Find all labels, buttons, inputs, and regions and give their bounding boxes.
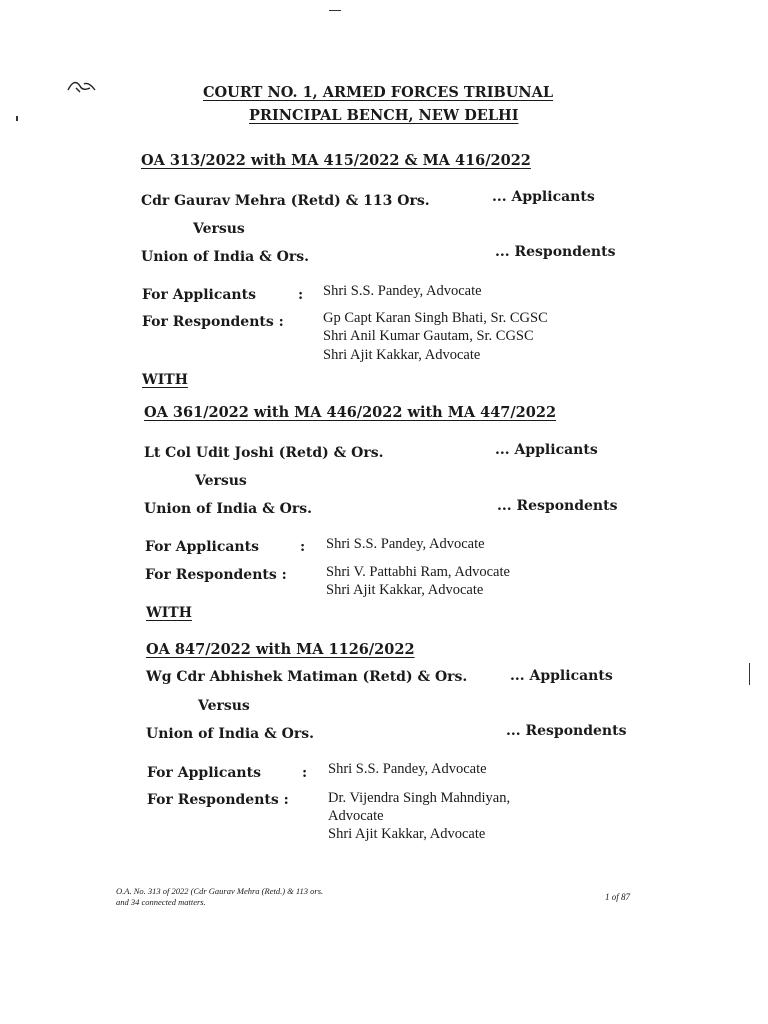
for-applicants-label: For Applicants — [145, 539, 259, 555]
footer-citation-line2: and 34 connected matters. — [116, 897, 206, 907]
applicants-tag: ... Applicants — [495, 442, 598, 458]
respondents-tag: ... Respondents — [495, 244, 616, 260]
case-number: OA 313/2022 with MA 415/2022 & MA 416/2022 — [141, 152, 531, 169]
applicant-party: Lt Col Udit Joshi (Retd) & Ors. — [144, 445, 384, 461]
scan-dot-left — [16, 116, 18, 121]
scan-mark-top — [329, 10, 341, 11]
versus-label: Versus — [195, 473, 247, 489]
respondent-counsel: Shri Anil Kumar Gautam, Sr. CGSC — [323, 328, 534, 344]
respondent-party: Union of India & Ors. — [146, 726, 314, 742]
bench-heading: PRINCIPAL BENCH, NEW DELHI — [249, 107, 519, 124]
applicant-counsel: Shri S.S. Pandey, Advocate — [323, 283, 482, 299]
case-number: OA 847/2022 with MA 1126/2022 — [146, 641, 415, 658]
versus-label: Versus — [198, 698, 250, 714]
respondent-counsel: Shri Ajit Kakkar, Advocate — [326, 582, 484, 598]
applicant-counsel: Shri S.S. Pandey, Advocate — [326, 536, 485, 552]
applicant-party: Wg Cdr Abhishek Matiman (Retd) & Ors. — [146, 669, 468, 685]
for-applicants-label: For Applicants — [142, 287, 256, 303]
applicants-tag: ... Applicants — [510, 668, 613, 684]
applicants-tag: ... Applicants — [492, 189, 595, 205]
respondents-tag: ... Respondents — [497, 498, 618, 514]
respondent-counsel: Shri Ajit Kakkar, Advocate — [328, 826, 486, 842]
colon: : — [302, 765, 308, 781]
case-number: OA 361/2022 with MA 446/2022 with MA 447/2022 — [144, 404, 557, 421]
for-respondents-label: For Respondents : — [145, 567, 287, 583]
for-respondents-label: For Respondents : — [142, 314, 284, 330]
scan-dot-right — [749, 663, 750, 685]
colon: : — [300, 539, 306, 555]
respondent-party: Union of India & Ors. — [141, 249, 309, 265]
respondent-party: Union of India & Ors. — [144, 501, 312, 517]
respondents-tag: ... Respondents — [506, 723, 627, 739]
with-separator: WITH — [146, 605, 192, 621]
court-heading: COURT NO. 1, ARMED FORCES TRIBUNAL — [203, 84, 554, 101]
with-separator: WITH — [142, 372, 188, 388]
applicant-party: Cdr Gaurav Mehra (Retd) & 113 Ors. — [141, 193, 430, 209]
respondent-counsel: Gp Capt Karan Singh Bhati, Sr. CGSC — [323, 310, 548, 326]
applicant-counsel: Shri S.S. Pandey, Advocate — [328, 761, 487, 777]
scan-doodle-mark — [66, 78, 98, 96]
respondent-counsel: Shri V. Pattabhi Ram, Advocate — [326, 564, 510, 580]
for-respondents-label: For Respondents : — [147, 792, 289, 808]
respondent-counsel: Advocate — [328, 808, 384, 824]
respondent-counsel: Dr. Vijendra Singh Mahndiyan, — [328, 790, 511, 806]
versus-label: Versus — [193, 221, 245, 237]
colon: : — [298, 287, 304, 303]
for-applicants-label: For Applicants — [147, 765, 261, 781]
page-number: 1 of 87 — [605, 892, 631, 902]
respondent-counsel: Shri Ajit Kakkar, Advocate — [323, 347, 481, 363]
footer-citation-line1: O.A. No. 313 of 2022 (Cdr Gaurav Mehra (Retd.) & 113 ors. — [116, 886, 324, 896]
